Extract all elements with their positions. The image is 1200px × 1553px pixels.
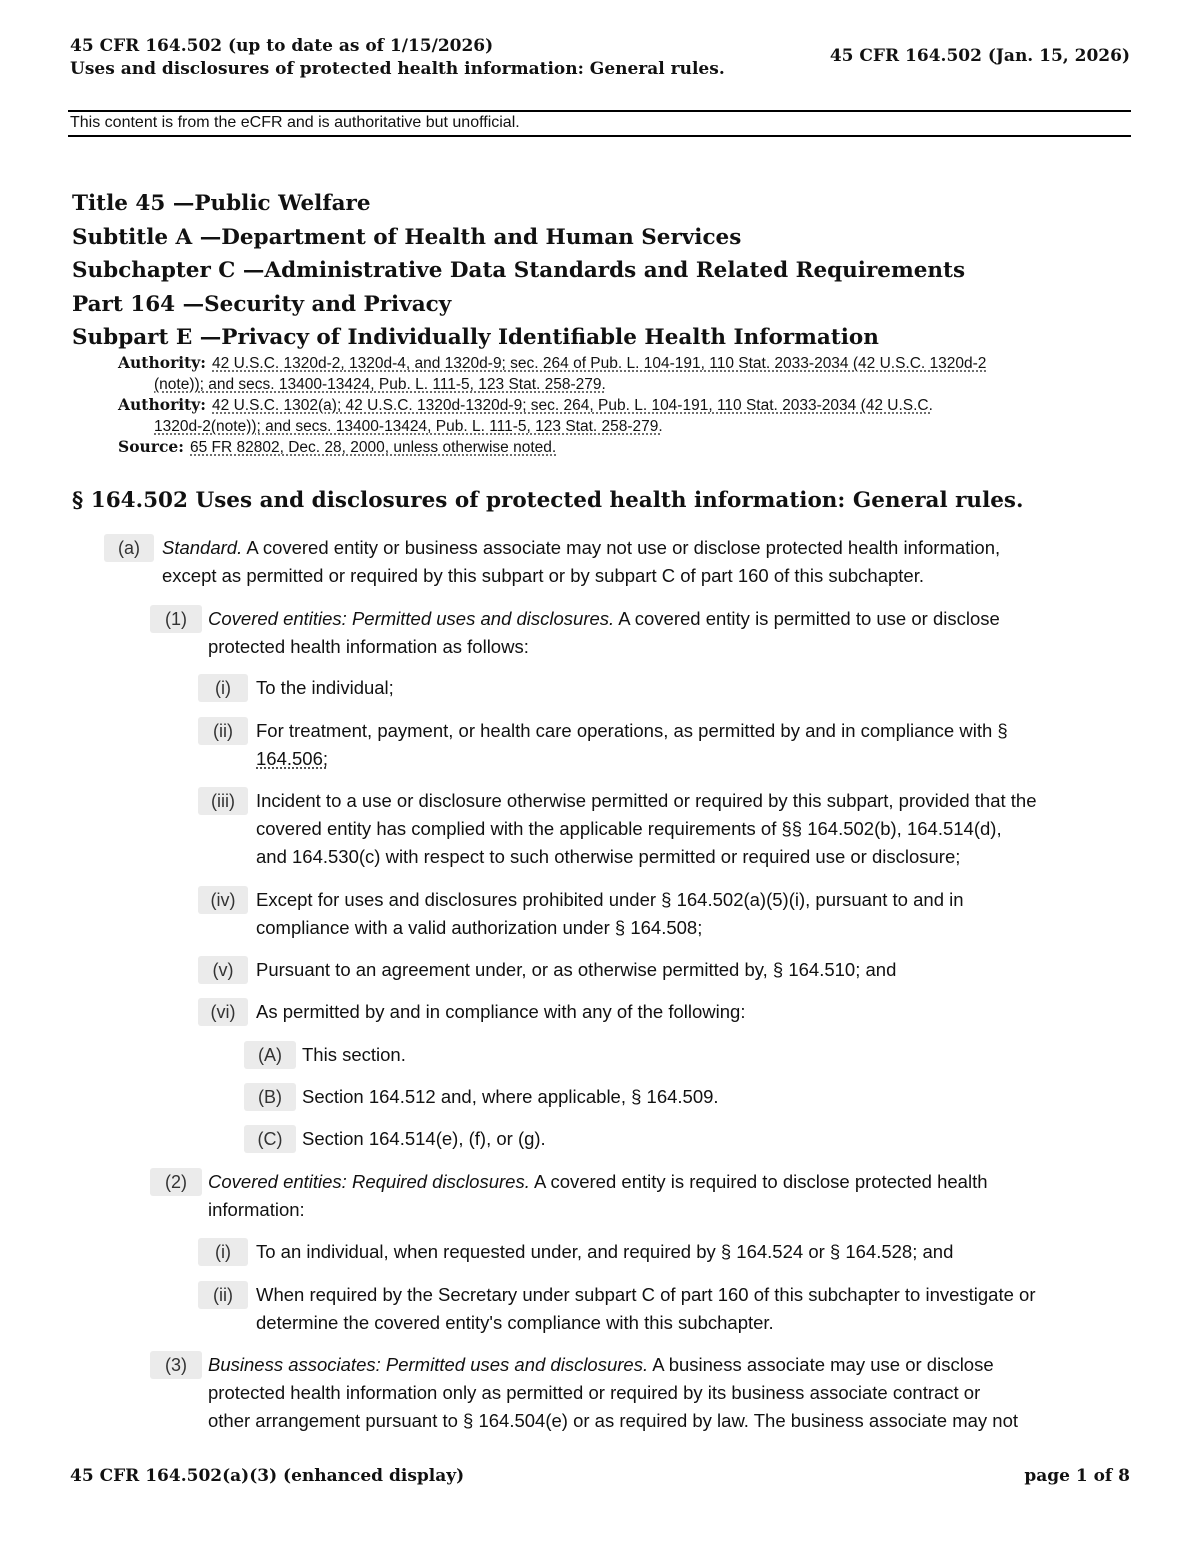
paragraph-heading: Standard. [162, 537, 243, 558]
source-text[interactable]: 65 FR 82802, Dec. 28, 2000, unless otherwise noted. [190, 439, 557, 456]
paragraph-label[interactable]: (iv) [198, 886, 248, 914]
paragraph-text: A business associate may use or disclose [652, 1354, 994, 1375]
page-number: page 1 of 8 [1024, 1466, 1130, 1486]
paragraph-label[interactable]: (iii) [198, 787, 248, 815]
hierarchy-part: Part 164 —Security and Privacy [72, 291, 452, 317]
paragraph-label[interactable]: (1) [150, 605, 202, 633]
paragraph-text: Section 164.512 and, where applicable, § 164.509. [302, 1086, 719, 1107]
header-citation: 45 CFR 164.502 (up to date as of 1/15/2026) [70, 36, 494, 56]
paragraph-text-cont: determine the covered entity's compliance with this subchapter. [256, 1312, 774, 1333]
paragraph-label[interactable]: (C) [244, 1125, 296, 1153]
notice-rule [68, 135, 1131, 137]
paragraph-text-cont: information: [208, 1199, 305, 1220]
paragraph-label[interactable]: (i) [198, 1238, 248, 1266]
hierarchy-title: Title 45 —Public Welfare [72, 191, 371, 216]
paragraph-text: To an individual, when requested under, and required by § 164.524 or § 164.528; and [256, 1241, 954, 1262]
paragraph-label[interactable]: (A) [244, 1041, 296, 1069]
paragraph-label[interactable]: (i) [198, 674, 248, 702]
authority-label: Authority: [118, 353, 207, 372]
paragraph-text-cont: and 164.530(c) with respect to such otherwise permitted or required use or disclosure; [256, 846, 961, 867]
paragraph-text: A covered entity is permitted to use or disclose [618, 608, 1000, 629]
hierarchy-subpart: Subpart E —Privacy of Individually Identifiable Health Information [72, 325, 879, 350]
paragraph-text-cont: protected health information as follows: [208, 636, 529, 657]
section-heading: § 164.502 Uses and disclosures of protected health information: General rules. [72, 488, 1024, 513]
paragraph-label[interactable]: (3) [150, 1351, 202, 1379]
source-label: Source: [118, 437, 184, 456]
header-date-citation: 45 CFR 164.502 (Jan. 15, 2026) [829, 46, 1130, 66]
hierarchy-subtitle: Subtitle A —Department of Health and Human Services [72, 224, 742, 250]
paragraph-text-cont: protected health information only as permitted or required by its business associate contract or [208, 1382, 981, 1403]
paragraph-text: A covered entity or business associate may not use or disclose protected health information, [246, 537, 1001, 558]
source-note [118, 436, 1128, 458]
authority-text-cont[interactable]: 1320d-2(note)); and secs. 13400-13424, Pub. L. 111-5, 123 Stat. 258-279. [154, 418, 663, 435]
paragraph-text: Except for uses and disclosures prohibited under § 164.502(a)(5)(i), pursuant to and in [256, 889, 964, 910]
paragraph-text: Incident to a use or disclosure otherwise permitted or required by this subpart, provided that the [256, 790, 1037, 811]
paragraph-text: When required by the Secretary under subpart C of part 160 of this subchapter to investigate or [256, 1284, 1036, 1305]
hierarchy-block [72, 187, 965, 355]
paragraph-heading: Covered entities: Required disclosures. [208, 1171, 530, 1192]
paragraph-text-cont: compliance with a valid authorization under § 164.508; [256, 917, 703, 938]
paragraph-text: For treatment, payment, or health care operations, as permitted by and in compliance with § [256, 720, 1008, 741]
paragraph-label[interactable]: (ii) [198, 1281, 248, 1309]
authority-label: Authority: [118, 395, 207, 414]
paragraph-text-cont: covered entity has complied with the applicable requirements of §§ 164.502(b), 164.514(d), [256, 818, 1002, 839]
paragraph-text: Section 164.514(e), (f), or (g). [302, 1128, 546, 1149]
paragraph-text-cont: other arrangement pursuant to § 164.504(e) or as required by law. The business associate may not [208, 1410, 1019, 1431]
footer-citation: 45 CFR 164.502(a)(3) (enhanced display) [70, 1466, 465, 1486]
authority-text[interactable]: 42 U.S.C. 1302(a); 42 U.S.C. 1320d-1320d-9; sec. 264, Pub. L. 104-191, 110 Stat. 2033-2034 (42 U.S.C. [212, 397, 933, 414]
authority-note-2 [118, 394, 1128, 437]
paragraph-heading: Business associates: Permitted uses and disclosures. [208, 1354, 649, 1375]
paragraph-text: Pursuant to an agreement under, or as otherwise permitted by, § 164.510; and [256, 959, 897, 980]
paragraph-label[interactable]: (vi) [198, 998, 248, 1026]
paragraph-label[interactable]: (B) [244, 1083, 296, 1111]
header-title: Uses and disclosures of protected health information: General rules. [70, 59, 725, 79]
paragraph-label[interactable]: (ii) [198, 717, 248, 745]
authority-text[interactable]: 42 U.S.C. 1320d-2, 1320d-4, and 1320d-9; sec. 264 of Pub. L. 104-191, 110 Stat. 2033-2034 (42 U.S.C. 1320d-2 [212, 355, 987, 372]
paragraph-text-cont[interactable]: 164.506; [256, 748, 329, 769]
authority-note-1 [118, 352, 1128, 395]
paragraph-text-cont: except as permitted or required by this subpart or by subpart C of part 160 of this subchapter. [162, 565, 924, 586]
paragraph-label[interactable]: (a) [104, 534, 154, 562]
paragraph-text: A covered entity is required to disclose protected health [533, 1171, 988, 1192]
paragraph-text: This section. [302, 1044, 406, 1065]
top-rule [68, 110, 1131, 112]
hierarchy-subchapter: Subchapter C —Administrative Data Standards and Related Requirements [72, 258, 966, 283]
paragraph-text: To the individual; [256, 677, 394, 698]
authority-text-cont[interactable]: (note)); and secs. 13400-13424, Pub. L. 111-5, 123 Stat. 258-279. [154, 376, 606, 393]
running-header [70, 35, 725, 81]
paragraph-label[interactable]: (v) [198, 956, 248, 984]
paragraph-text: As permitted by and in compliance with any of the following: [256, 1001, 746, 1022]
paragraph-label[interactable]: (2) [150, 1168, 202, 1196]
paragraph-heading: Covered entities: Permitted uses and disclosures. [208, 608, 615, 629]
unofficial-notice: This content is from the eCFR and is authoritative but unofficial. [70, 114, 520, 131]
